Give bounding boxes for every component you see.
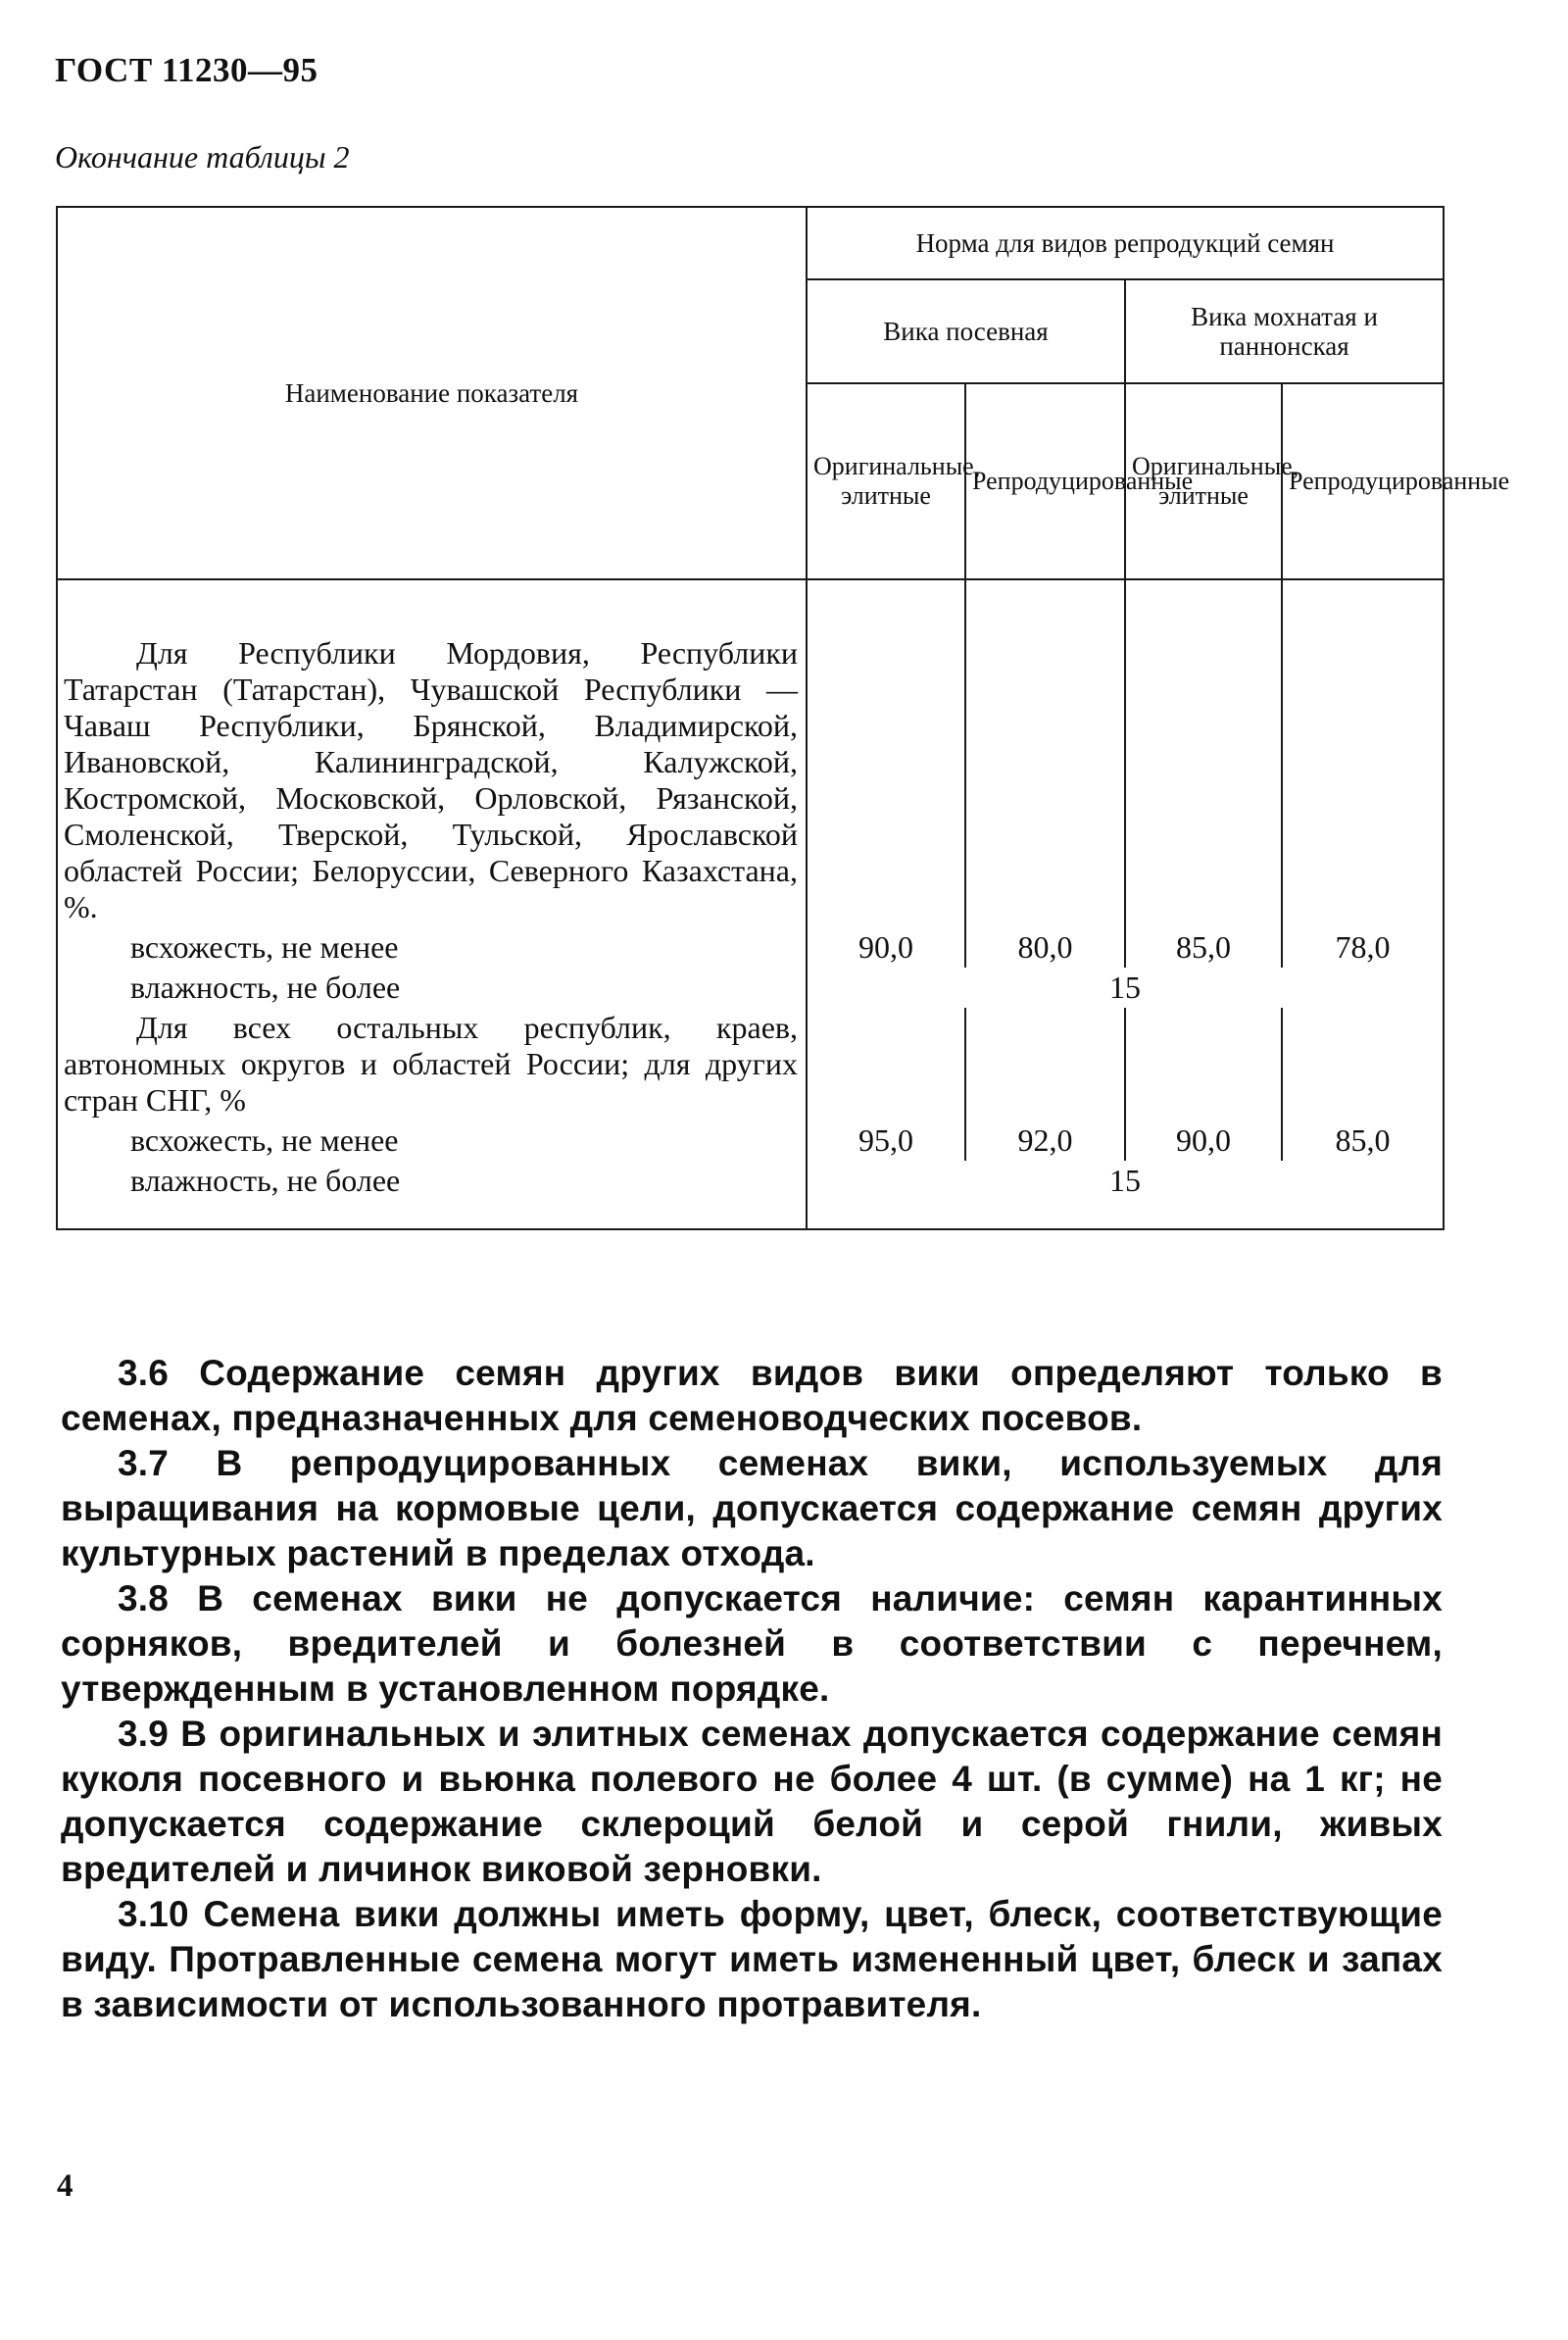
value-cell: 90,0 bbox=[1125, 1120, 1282, 1161]
subcolumn-header-original-2: Оригинальные, элитные bbox=[1125, 383, 1282, 579]
paragraph-3-9: 3.9 В оригинальных и элитных семенах допускается содержание семян куколя посевного и вьюнка полевого не более 4 шт. (в сумме) на 1 кг; не допускается содержание склероций белой и серой гнили, живых вредителей и личинок виковой зерновки. bbox=[61, 1714, 1443, 1889]
indicator-column-header: Наименование показателя bbox=[57, 207, 807, 579]
paragraph-3-7: 3.7 В репродуцированных семенах вики, используемых для выращивания на кормовые цели, допускается содержание семян других культурных растений в пределах отхода. bbox=[61, 1443, 1443, 1573]
seed-norms-table-container bbox=[56, 206, 1510, 1230]
norm-column-header: Норма для видов репродукций семян bbox=[807, 207, 1444, 279]
value-cell: 92,0 bbox=[965, 1120, 1125, 1161]
species-header-sown-vetch: Вика посевная bbox=[807, 279, 1125, 383]
table-row bbox=[57, 927, 1444, 968]
value-cell: 80,0 bbox=[965, 927, 1125, 968]
indicator-label: влажность, не более bbox=[57, 968, 807, 1008]
table-row bbox=[57, 968, 1444, 1008]
table-row bbox=[57, 579, 1444, 927]
value-cell: 90,0 bbox=[807, 927, 965, 968]
table-row bbox=[57, 1008, 1444, 1120]
table-caption: Окончание таблицы 2 bbox=[55, 139, 350, 174]
value-cell: 95,0 bbox=[807, 1120, 965, 1161]
value-cell: 78,0 bbox=[1282, 927, 1444, 968]
paragraph-3-6: 3.6 Содержание семян других видов вики определяют только в семенах, предназначенных для семеноводческих посевов. bbox=[61, 1353, 1443, 1438]
region-group-text: Для Республики Мордовия, Республики Татарстан (Татарстан), Чувашской Республики — Чаваш Республики, Брянской, Владимирской, Ивановской, Калининградской, Калужской, Костромской, Московской, Орловской, Рязанской, Смоленской, Тверской, Тульской, Ярославской областей России; Белоруссии, Северного Казахстана, %. bbox=[57, 579, 807, 927]
species-header-hairy-vetch: Вика мохнатая и паннонская bbox=[1125, 279, 1444, 383]
subcolumn-header-reproduced-1: Репродуцированные bbox=[965, 383, 1125, 579]
document-standard-header: ГОСТ 11230—95 bbox=[55, 51, 318, 89]
indicator-label: всхожесть, не менее bbox=[57, 927, 807, 968]
table-row bbox=[57, 1161, 1444, 1229]
region-group-text: Для всех остальных республик, краев, автономных округов и областей России; для других стран СНГ, % bbox=[57, 1008, 807, 1120]
page-number: 4 bbox=[57, 2168, 74, 2204]
subcolumn-header-reproduced-2: Репродуцированные bbox=[1282, 383, 1444, 579]
merged-value-cell: 15 bbox=[807, 968, 1444, 1008]
indicator-label: влажность, не более bbox=[57, 1161, 807, 1229]
paragraph-3-8: 3.8 В семенах вики не допускается наличие: семян карантинных сорняков, вредителей и болезней в соответствии с перечнем, утвержденным в установленном порядке. bbox=[61, 1578, 1443, 1709]
table-row bbox=[57, 1120, 1444, 1161]
value-cell: 85,0 bbox=[1125, 927, 1282, 968]
value-cell: 85,0 bbox=[1282, 1120, 1444, 1161]
body-paragraphs bbox=[61, 1351, 1443, 2027]
paragraph-3-10: 3.10 Семена вики должны иметь форму, цвет, блеск, соответствующие виду. Протравленные семена могут иметь измененный цвет, блеск и запах в зависимости от использованного протравителя. bbox=[61, 1894, 1443, 2024]
seed-norms-table bbox=[56, 206, 1510, 1230]
indicator-label: всхожесть, не менее bbox=[57, 1120, 807, 1161]
merged-value-cell: 15 bbox=[807, 1161, 1444, 1229]
subcolumn-header-original-1: Оригинальные, элитные bbox=[807, 383, 965, 579]
